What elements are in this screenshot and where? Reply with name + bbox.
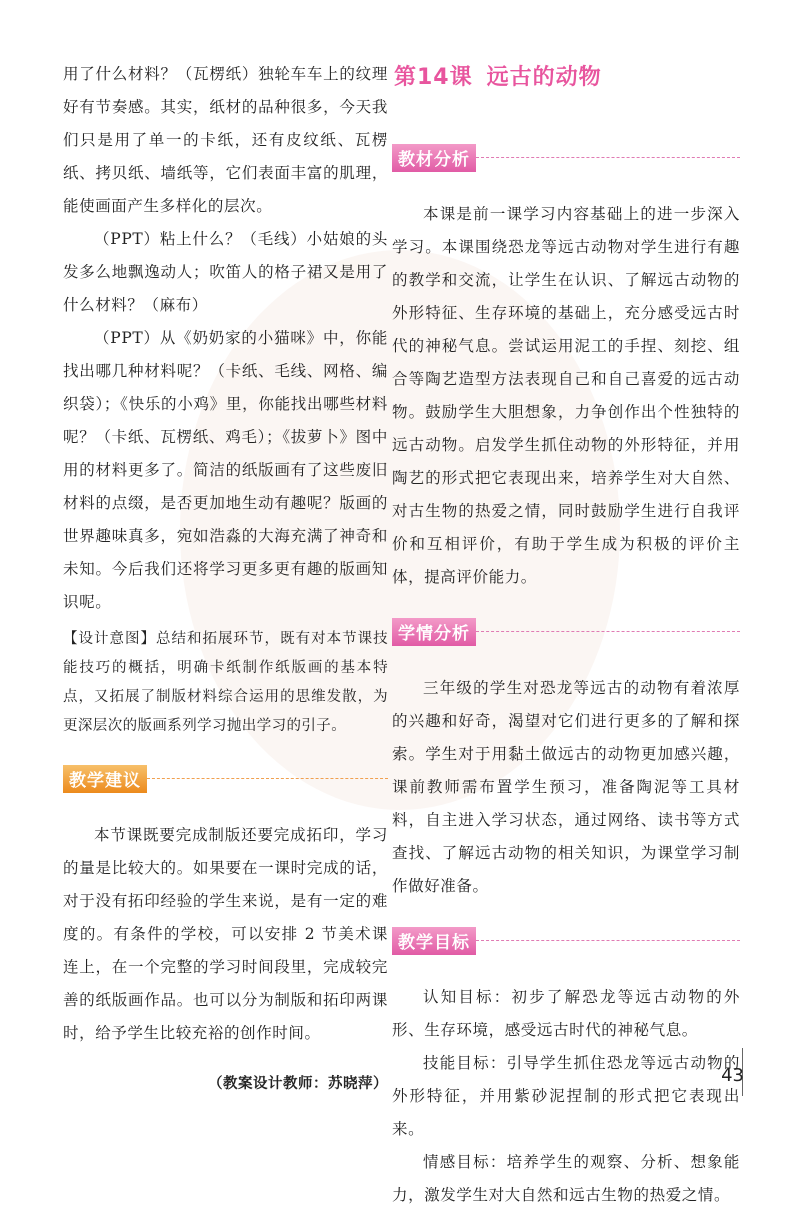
paragraph-material-analysis: 本课是前一课学习内容基础上的进一步深入学习。本课围绕恐龙等远古动物对学生进行有趣的教学和交流，让学生在认识、了解远古动物的外形特征、生存环境的基础上，充分感受远古时代的神秘气息。尝试运用泥工的手捏、刻挖、组合等陶艺造型方法表现自己和自己喜爱的远古动物。鼓励学生大胆想象，力争创作出个性独特的远古动物。启发学生抓住动物的外形特征，并用陶艺的形式把它表现出来，培养学生对大自然、对古生物的热爱之情，同时鼓励学生进行自我评价和互相评价，有助于学生成为积极的评价主体，提高评价能力。 (392, 205, 740, 586)
section-divider (476, 157, 740, 158)
section-title: 教学建议 (63, 765, 147, 793)
section-title: 教学目标 (392, 927, 476, 955)
paragraph-suggestion: 本节课既要完成制版还要完成拓印，学习的量是比较大的。如果要在一课时完成的话，对于没有拓印经验的学生来说，是有一定的难度的。有条件的学校，可以安排 2 节美术课连上，在一个完整的学习时间段里，完成较完善的纸版画作品。也可以分为制版和拓印两课时，给予学生比较充裕的创作时间。 (63, 826, 388, 1042)
paragraph-ppt-works: （PPT）从《奶奶家的小猫咪》中，你能找出哪几种材料呢？（卡纸、毛线、网格、编织袋）；《快乐的小鸡》里，你能找出哪些材料呢？（卡纸、瓦楞纸、鸡毛）；《拔萝卜》图中用的材料更多了。简洁的纸版画有了这些废旧材料的点缀，是否更加地生动有趣呢？版画的世界趣味真多，宛如浩淼的大海充满了神奇和未知。今后我们还将学习更多更有趣的版画知识呢。 (63, 329, 388, 611)
section-divider (147, 778, 388, 779)
section-teaching-goals (392, 921, 740, 955)
section-title: 教材分析 (392, 144, 476, 172)
goal-skill: 技能目标：引导学生抓住恐龙等远古动物的外形特征，并用紫砂泥捏制的形式把它表现出来。 (392, 1054, 740, 1138)
section-divider (476, 631, 740, 632)
section-divider (476, 940, 740, 941)
goal-cognitive: 认知目标：初步了解恐龙等远古动物的外形、生存环境，感受远古时代的神秘气息。 (392, 988, 740, 1039)
section-title: 学情分析 (392, 618, 476, 646)
goal-emotional: 情感目标：培养学生的观察、分析、想象能力，激发学生对大自然和远古生物的热爱之情。 (392, 1153, 740, 1204)
paragraph-ppt-yarn: （PPT）粘上什么？（毛线）小姑娘的头发多么地飘逸动人；吹笛人的格子裙又是用了什么材料？（麻布） (63, 230, 388, 314)
page-number: 43 (721, 1065, 744, 1086)
lesson-title (394, 60, 740, 94)
lesson-name: 远古的动物 (486, 65, 602, 90)
section-student-analysis (392, 612, 740, 646)
paragraph-student-analysis: 三年级的学生对恐龙等远古的动物有着浓厚的兴趣和好奇，渴望对它们进行更多的了解和探索。学生对于用黏土做远古的动物更加感兴趣，课前教师需布置学生预习，准备陶泥等工具材料，自主进入学习状态，通过网络、读书等方式查找、了解远古动物的相关知识，为课堂学习制作做好准备。 (392, 679, 740, 895)
right-column (392, 58, 740, 1212)
left-column (63, 58, 388, 1093)
paragraph-materials: 用了什么材料？（瓦楞纸）独轮车车上的纹理好有节奏感。其实，纸材的品种很多，今天我们只是用了单一的卡纸，还有皮纹纸、瓦楞纸、拷贝纸、墙纸等，它们表面丰富的肌理，能使画面产生多样化的层次。 (63, 65, 388, 215)
section-material-analysis (392, 138, 740, 172)
author-credit: （教案设计教师：苏晓萍） (208, 1076, 388, 1092)
design-intent: 【设计意图】总结和拓展环节，既有对本节课技能技巧的概括，明确卡纸制作纸版画的基本特点，又拓展了制版材料综合运用的思维发散，为更深层次的版画系列学习抛出学习的引子。 (63, 631, 388, 734)
lesson-number: 第14课 (394, 65, 473, 90)
section-teaching-suggestion (63, 759, 388, 793)
